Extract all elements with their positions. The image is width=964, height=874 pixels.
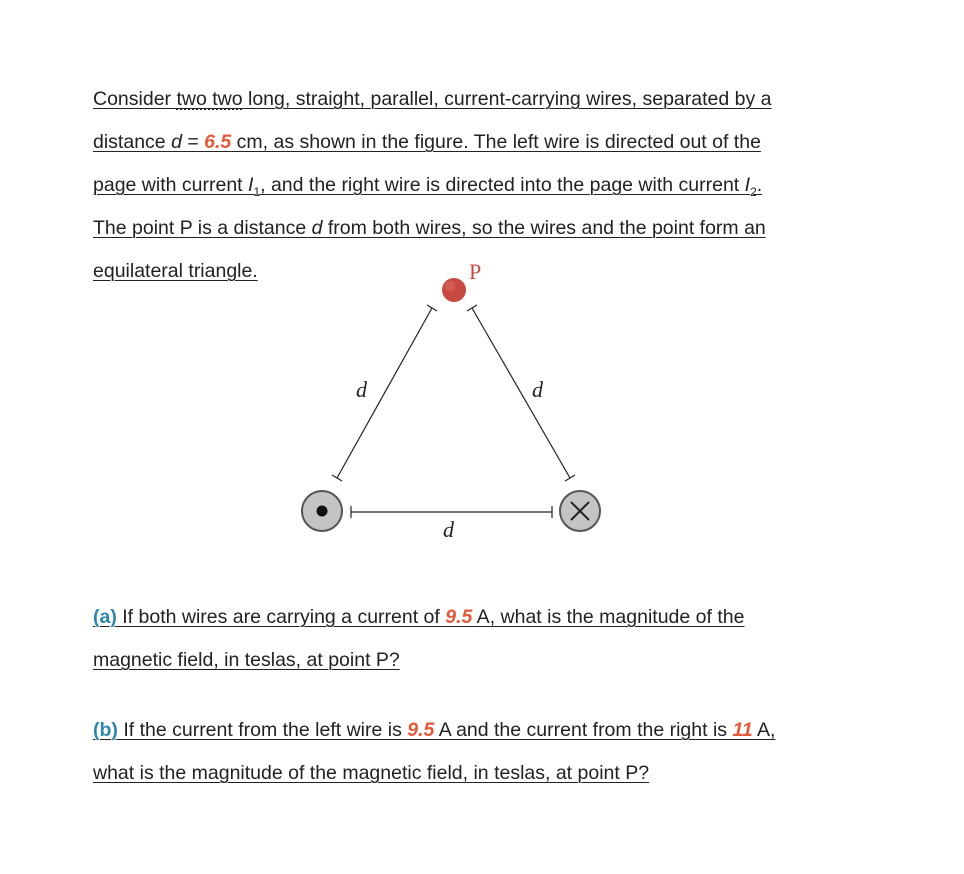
statement-line-4 [93,207,893,250]
current-value: 9.5 [445,606,473,628]
text-segment: Consider [93,88,177,110]
variable-d: d [171,131,182,153]
left-side-tick-top [427,305,437,311]
point-p-highlight [445,281,455,291]
subscript-2: 2 [750,184,757,199]
point-p-label: P [469,259,482,284]
text-segment: cm, as shown in the figure. The left wire is directed out of the [231,131,761,153]
point-p [442,278,466,302]
equilateral-triangle-figure [280,250,640,550]
question-a-line-1 [93,596,893,639]
statement-line-3 [93,164,893,207]
right-side-line [472,308,570,478]
question-b-line-1 [93,709,893,752]
subscript-1: 1 [253,184,261,199]
text-segment: The point P is a distance [93,217,312,239]
left-current-value: 9.5 [407,719,435,741]
left-side-label: d [356,377,367,402]
right-side-tick-bottom [565,475,575,481]
question-a [93,596,893,682]
variable-I1: I [248,174,254,196]
text-segment: distance [93,131,172,153]
text-segment: , and the right wire is directed into the page with current [260,174,745,196]
repeated-word-highlight: two two [176,88,243,110]
variable-I2: I [744,174,751,196]
right-current-value: 11 [732,719,753,741]
text-segment: A, [752,719,776,741]
text-segment: . [756,174,763,196]
text-segment: A and the current from the right is [434,719,733,741]
dot-out-of-page-icon [317,506,328,517]
text-segment: from both wires, so the wires and the point form an [322,217,766,239]
statement-line-2 [93,121,893,164]
right-side-tick-top [467,305,477,311]
left-side-line [337,308,432,478]
text-segment: long, straight, parallel, current-carrying wires, separated by a [242,88,772,110]
distance-value: 6.5 [204,131,232,153]
question-a-line-2: magnetic field, in teslas, at point P? [93,649,400,671]
text-segment: If the current from the left wire is [117,719,408,741]
bottom-side-label: d [443,517,454,542]
text-segment: page with current [93,174,249,196]
text-segment: If both wires are carrying a current of [116,606,446,628]
variable-d: d [311,217,323,239]
question-b-line-2: what is the magnitude of the magnetic field, in teslas, at point P? [93,762,650,784]
question-a-label: (a) [93,606,117,628]
question-b-label: (b) [93,719,118,741]
statement-line-1 [93,78,893,121]
question-b [93,709,893,795]
text-segment: A, what is the magnitude of the [472,606,745,628]
right-side-label: d [532,377,543,402]
left-side-tick-bottom [332,475,342,481]
equals-sign: = [181,131,205,153]
statement-line-5: equilateral triangle. [93,260,258,282]
